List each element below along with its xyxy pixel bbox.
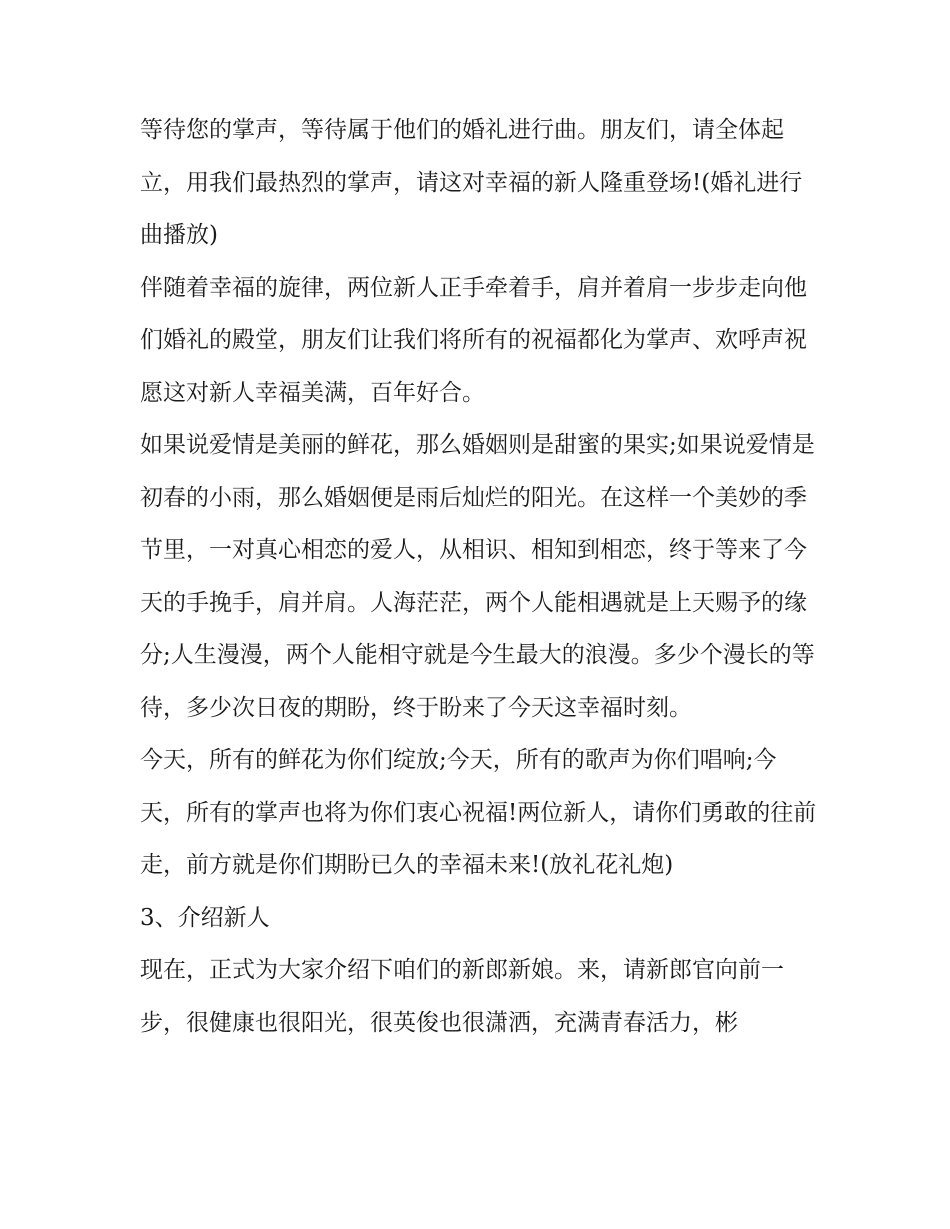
- paragraph-today-blessings: 今天，所有的鲜花为你们绽放;今天，所有的歌声为你们唱响;今天，所有的掌声也将为你们衷心祝福!两位新人，请你们勇敢的往前走，前方就是你们期盼已久的幸福未来!(放礼花礼炮): [140, 747, 817, 878]
- paragraph-introduce-groom: 现在，正式为大家介绍下咱们的新郎新娘。来，请新郎官向前一步，很健康也很阳光，很英俊也很潇洒，充满青春活力，彬: [140, 957, 784, 1036]
- document-page: [140, 104, 820, 1049]
- paragraph-love-and-marriage: 如果说爱情是美丽的鲜花，那么婚姻则是甜蜜的果实;如果说爱情是初春的小雨，那么婚姻便是雨后灿烂的阳光。在这样一个美妙的季节里，一对真心相恋的爱人，从相识、相知到相恋，终于等来了今天的手挽手，肩并肩。人海茫茫，两个人能相遇就是上天赐予的缘分;人生漫漫，两个人能相守就是今生最大的浪漫。多少个漫长的等待，多少次日夜的期盼，终于盼来了今天这幸福时刻。: [140, 432, 815, 721]
- section-heading-introduce-couple: 3、介绍新人: [140, 904, 270, 931]
- paragraph-couple-entrance: 伴随着幸福的旋律，两位新人正手牵着手，肩并着肩一步步走向他们婚礼的殿堂，朋友们让我们将所有的祝福都化为掌声、欢呼声祝愿这对新人幸福美满，百年好合。: [140, 274, 807, 406]
- paragraph-applause-invitation: 等待您的掌声，等待属于他们的婚礼进行曲。朋友们，请全体起立，用我们最热烈的掌声，请这对幸福的新人隆重登场!(婚礼进行曲播放): [140, 117, 803, 248]
